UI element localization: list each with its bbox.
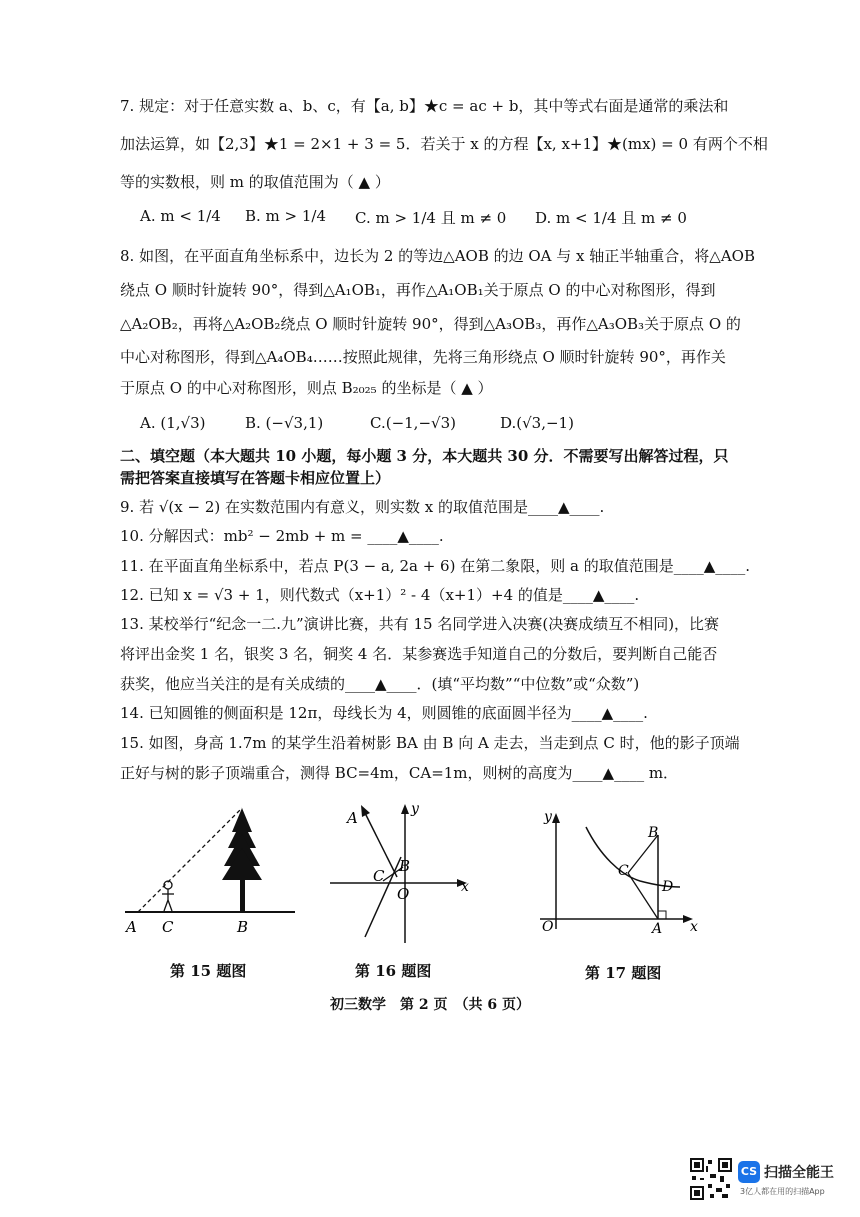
fig17-label-x: x xyxy=(690,919,698,935)
q7-option-a: A. m < 1/4 xyxy=(140,207,221,225)
q10-text: 10. 分解因式：mb² − 2mb + m = ____▲____. xyxy=(120,527,444,545)
q8-option-b: B. (−√3,1) xyxy=(245,414,324,432)
q8-option-a: A. (1,√3) xyxy=(140,414,206,432)
section2-heading-line1: 二、填空题（本大题共 10 小题，每小题 3 分，本大题共 30 分．不需要写出解答过程，只 xyxy=(120,447,729,465)
fig15-label-c: C xyxy=(162,918,174,936)
fig16-label-y: y xyxy=(411,801,419,817)
q11-text: 11. 在平面直角坐标系中，若点 P(3 − a, 2a + 6) 在第二象限，则 a 的取值范围是____▲____. xyxy=(120,557,751,575)
q15-line2: 正好与树的影子顶端重合，测得 BC=4m，CA=1m，则树的高度为____▲____ m． xyxy=(120,764,679,782)
qr-code-icon xyxy=(690,1158,732,1200)
q8-line3: △A₂OB₂，再将△A₂OB₂绕点 O 顺时针旋转 90°，得到△A₃OB₃，再作△A₃OB₃关于原点 O 的 xyxy=(120,315,741,333)
cs-logo-icon: CS xyxy=(738,1161,760,1183)
page-footer: 初三数学 第 2 页 （共 6 页） xyxy=(330,997,530,1013)
q7-option-d: D. m < 1/4 且 m ≠ 0 xyxy=(535,209,687,227)
q9-text: 9. 若 √(x − 2) 在实数范围内有意义，则实数 x 的取值范围是____▲____. xyxy=(120,498,605,516)
fig17-label-b: B xyxy=(648,825,659,841)
fig17-caption: 第 17 题图 xyxy=(585,964,662,982)
q12-text: 12. 已知 x = √3 + 1，则代数式（x+1）² - 4（x+1）+4 的值是____▲____. xyxy=(120,586,640,604)
q8-line4: 中心对称图形，得到△A₄OB₄……按照此规律，先将三角形绕点 O 顺时针旋转 90°，再作关 xyxy=(120,348,726,366)
fig16-label-c: C xyxy=(373,867,385,885)
q8-option-d: D.(√3,−1) xyxy=(500,414,574,432)
fig17-hyperbola xyxy=(586,827,680,887)
q13-line3: 获奖，他应当关注的是有关成绩的____▲____．(填“平均数”“中位数”或“众数”) xyxy=(120,675,640,693)
q7-option-b: B. m > 1/4 xyxy=(245,207,327,225)
figure-16 xyxy=(325,795,475,945)
fig17-label-y: y xyxy=(544,809,552,825)
brand-tagline: 3亿人都在用的扫描App xyxy=(740,1187,825,1196)
fig16-label-x: x xyxy=(461,879,469,895)
fig16-caption: 第 16 题图 xyxy=(355,962,432,980)
fig17-segment-ca xyxy=(628,873,658,919)
fig15-label-b: B xyxy=(237,918,249,936)
scanner-brand xyxy=(738,1158,848,1198)
fig15-student xyxy=(162,881,174,911)
fig15-tree xyxy=(222,808,262,912)
fig16-label-a: A xyxy=(347,809,358,827)
q7-option-c: C. m > 1/4 且 m ≠ 0 xyxy=(355,209,507,227)
fig16-label-b: B xyxy=(399,857,411,875)
q7-line2: 加法运算，如【2,3】★1 = 2×1 + 3 = 5．若关于 x 的方程【x, x+1】★(mx) = 0 有两个不相 xyxy=(120,135,768,153)
fig15-label-a: A xyxy=(126,918,137,936)
figure-17 xyxy=(540,805,700,935)
fig16-label-o: O xyxy=(397,885,410,903)
fig15-caption: 第 15 题图 xyxy=(170,962,247,980)
brand-name: 扫描全能王 xyxy=(764,1165,834,1181)
fig17-label-o: O xyxy=(542,919,554,935)
section2-heading-line2: 需把答案直接填写在答题卡相应位置上） xyxy=(120,469,391,487)
figure-15 xyxy=(120,800,300,940)
fig17-label-a: A xyxy=(652,921,663,935)
fig15-sun-ray xyxy=(138,808,242,912)
q7-line3: 等的实数根，则 m 的取值范围为（ ▲ ） xyxy=(120,173,390,191)
fig17-label-c: C xyxy=(618,863,629,879)
q15-line1: 15. 如图，身高 1.7m 的某学生沿着树影 BA 由 B 向 A 走去，当走到点 C 时，他的影子顶端 xyxy=(120,734,740,752)
q14-text: 14. 已知圆锥的侧面积是 12π，母线长为 4，则圆锥的底面圆半径为____▲____. xyxy=(120,704,648,722)
fig17-label-d: D xyxy=(662,879,674,895)
q8-line1: 8. 如图，在平面直角坐标系中，边长为 2 的等边△AOB 的边 OA 与 x 轴正半轴重合，将△AOB xyxy=(120,247,755,265)
q13-line2: 将评出金奖 1 名，银奖 3 名，铜奖 4 名．某参赛选手知道自己的分数后，要判断自己能否 xyxy=(120,645,718,663)
fig17-right-angle xyxy=(658,911,666,919)
q7-line1: 7. 规定：对于任意实数 a、b、c，有【a, b】★c = ac + b，其中等式右面是通常的乘法和 xyxy=(120,97,729,115)
q13-line1: 13. 某校举行“纪念一二.九”演讲比赛，共有 15 名同学进入决赛(决赛成绩互不相同)，比赛 xyxy=(120,615,720,633)
q8-option-c: C.(−1,−√3) xyxy=(370,414,456,432)
q8-line5: 于原点 O 的中心对称图形，则点 B₂₀₂₅ 的坐标是（ ▲ ） xyxy=(120,379,493,397)
q8-line2: 绕点 O 顺时针旋转 90°，得到△A₁OB₁，再作△A₁OB₁关于原点 O 的中心对称图形，得到 xyxy=(120,281,716,299)
